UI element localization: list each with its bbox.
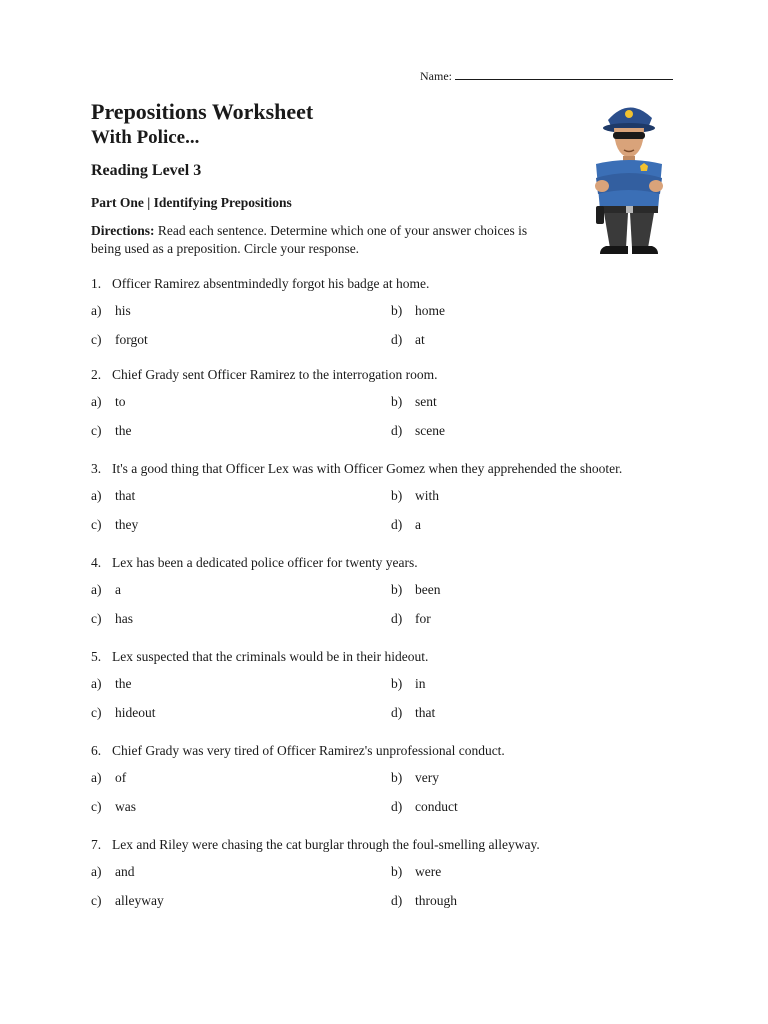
answer-option[interactable] [91,705,156,721]
option-text: his [115,303,131,318]
option-text: for [415,611,431,626]
option-text: very [415,770,439,785]
answer-option[interactable] [391,423,445,439]
answer-option[interactable] [391,770,439,786]
option-text: that [115,488,136,503]
option-letter: d) [391,423,403,438]
answer-option[interactable] [91,611,133,627]
option-text: in [415,676,426,691]
part-heading: Part One | Identifying Prepositions [91,195,292,210]
option-letter: d) [391,893,403,908]
answer-option[interactable] [391,705,435,721]
name-field[interactable] [420,68,673,84]
option-text: to [115,394,126,409]
option-letter: d) [391,705,403,720]
option-letter: c) [91,517,102,532]
option-text: with [415,488,440,503]
option-text: sent [415,394,437,409]
question-number: 7. [91,837,102,852]
option-letter: c) [91,893,102,908]
option-letter: b) [391,394,403,409]
answer-option[interactable] [91,423,132,439]
option-text: was [115,799,136,814]
answer-option[interactable] [91,488,135,504]
question-number: 4. [91,555,102,570]
option-letter: b) [391,488,403,503]
option-letter: d) [391,332,403,347]
option-letter: d) [391,517,403,532]
option-letter: b) [391,864,403,879]
reading-level: Reading Level 3 [91,162,202,179]
option-text: were [415,864,442,879]
directions-label: Directions: [91,223,155,238]
question-text: Lex has been a dedicated police officer for twenty years. [112,555,418,570]
answer-option[interactable] [91,582,121,598]
question-number: 2. [91,367,102,382]
option-text: that [415,705,436,720]
option-letter: a) [91,488,102,503]
question-text: Chief Grady sent Officer Ramirez to the interrogation room. [112,367,438,382]
option-text: home [415,303,445,318]
answer-option[interactable] [391,611,431,627]
option-letter: c) [91,332,102,347]
option-text: they [115,517,139,532]
option-letter: a) [91,394,102,409]
answer-option[interactable] [391,303,445,319]
name-label: Name: [420,69,452,83]
answer-option[interactable] [91,517,138,533]
question-7 [91,837,540,853]
option-text: scene [415,423,445,438]
option-letter: d) [391,611,403,626]
option-text: at [415,332,425,347]
option-text: a [415,517,421,532]
answer-option[interactable] [91,864,135,880]
option-letter: b) [391,303,403,318]
page-title: Prepositions Worksheet [91,99,314,124]
option-letter: a) [91,582,102,597]
answer-option[interactable] [391,864,441,880]
option-text: through [415,893,457,908]
option-text: forgot [115,332,148,347]
answer-option[interactable] [91,770,126,786]
answer-option[interactable] [391,799,458,815]
option-text: a [115,582,121,597]
question-number: 3. [91,461,102,476]
question-5 [91,649,428,665]
option-letter: a) [91,864,102,879]
answer-option[interactable] [391,676,426,692]
question-number: 1. [91,276,102,291]
answer-option[interactable] [91,332,148,348]
question-3 [91,461,622,477]
answer-option[interactable] [91,394,126,410]
answer-option[interactable] [91,676,132,692]
answer-option[interactable] [91,303,131,319]
question-1 [91,276,429,292]
answer-option[interactable] [91,893,164,909]
option-letter: c) [91,423,102,438]
option-text: of [115,770,127,785]
option-letter: a) [91,303,102,318]
question-number: 6. [91,743,102,758]
answer-option[interactable] [391,893,457,909]
question-text: Officer Ramirez absentmindedly forgot his badge at home. [112,276,430,291]
answer-option[interactable] [391,582,440,598]
answer-option[interactable] [91,799,136,815]
option-text: hideout [115,705,156,720]
page-subtitle: With Police... [91,127,200,148]
directions [91,222,531,258]
option-letter: c) [91,705,102,720]
option-text: conduct [415,799,458,814]
option-letter: d) [391,799,403,814]
answer-option[interactable] [391,488,439,504]
question-text: Lex and Riley were chasing the cat burglar through the foul-smelling alleyway. [112,837,540,852]
answer-option[interactable] [391,394,437,410]
option-letter: a) [91,770,102,785]
question-2 [91,367,438,383]
option-letter: b) [391,582,403,597]
directions-text: Read each sentence. Determine which one of your answer choices is being used as a preposition. Circle your response. [91,223,528,256]
answer-option[interactable] [391,517,421,533]
question-text: Lex suspected that the criminals would be in their hideout. [112,649,429,664]
question-4 [91,555,418,571]
option-letter: b) [391,770,403,785]
question-6 [91,743,505,759]
option-text: the [115,423,132,438]
option-letter: c) [91,611,102,626]
option-letter: a) [91,676,102,691]
question-text: It's a good thing that Officer Lex was with Officer Gomez when they apprehended the shooter. [112,461,623,476]
option-text: alleyway [115,893,164,908]
option-text: and [115,864,135,879]
question-number: 5. [91,649,102,664]
option-text: been [415,582,441,597]
name-blank-line[interactable] [455,68,673,80]
question-text: Chief Grady was very tired of Officer Ramirez's unprofessional conduct. [112,743,505,758]
option-text: the [115,676,132,691]
answer-option[interactable] [391,332,425,348]
option-text: has [115,611,133,626]
police-officer-icon [582,98,676,256]
option-letter: b) [391,676,403,691]
option-letter: c) [91,799,102,814]
